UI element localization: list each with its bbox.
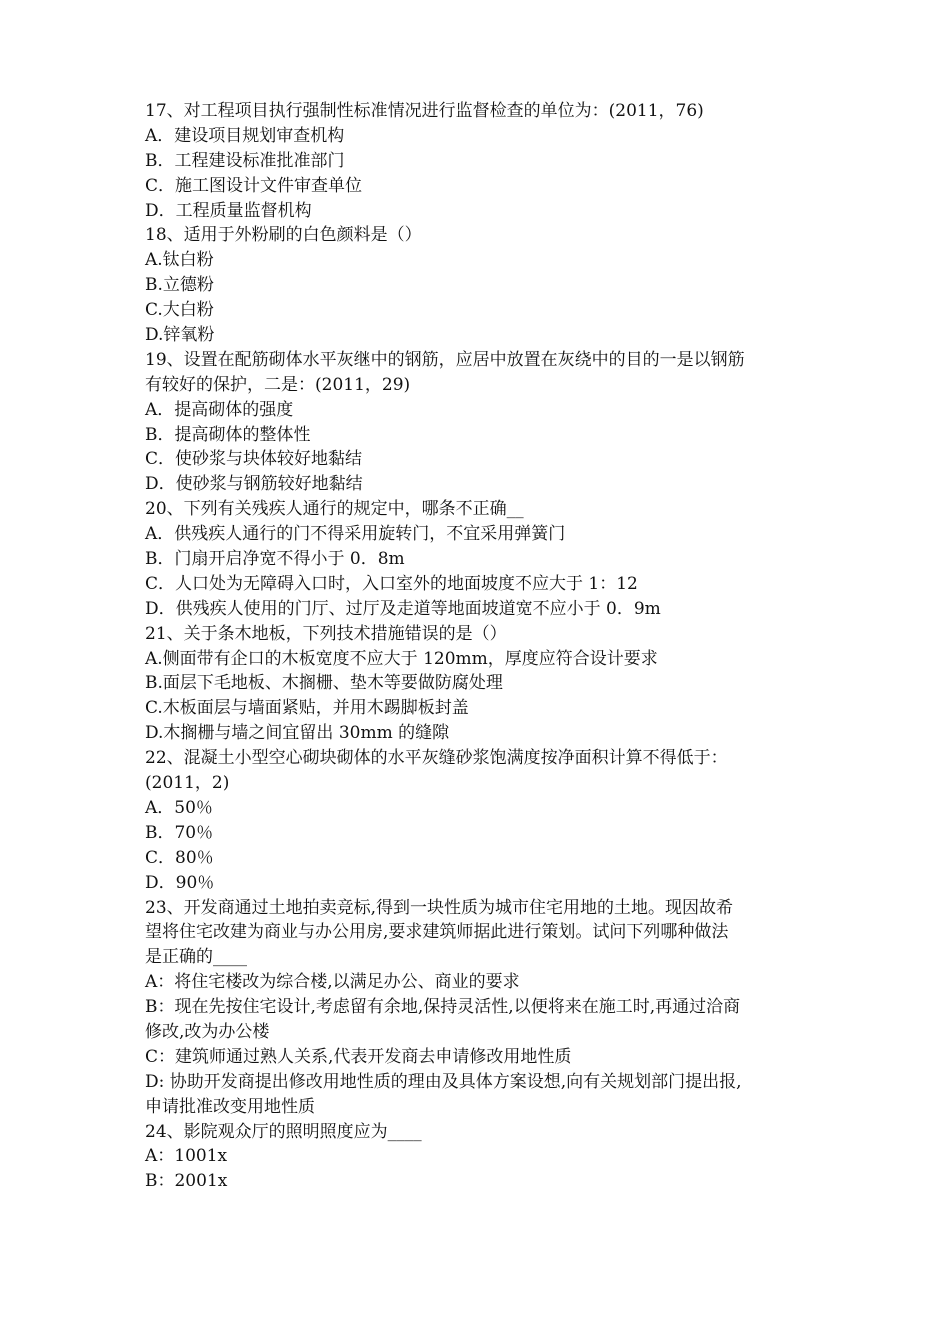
question-23-stem-line-2: 望将住宅改建为商业与办公用房,要求建筑师据此进行策划。试问下列哪种做法 bbox=[145, 922, 729, 943]
question-22-option-a: A．50％ bbox=[145, 797, 213, 818]
question-18-stem: 18、适用于外粉刷的白色颜料是（） bbox=[145, 225, 422, 246]
document-page bbox=[145, 99, 825, 1194]
question-21-option-a: A.侧面带有企口的木板宽度不应大于 120mm，厚度应符合设计要求 bbox=[145, 648, 658, 669]
question-23-stem-line-3: 是正确的____ bbox=[145, 947, 247, 968]
question-23-option-d-line-2: 申请批准改变用地性质 bbox=[145, 1096, 315, 1117]
question-19-option-a: A．提高砌体的强度 bbox=[145, 399, 294, 420]
question-22-stem-line-1: 22、混凝土小型空心砌块砌体的水平灰缝砂浆饱满度按净面积计算不得低于： bbox=[145, 748, 728, 769]
question-23-option-c: C：建筑师通过熟人关系,代表开发商去申请修改用地性质 bbox=[145, 1046, 572, 1067]
question-21-option-c: C.木板面层与墙面紧贴，并用木踢脚板封盖 bbox=[145, 698, 469, 719]
question-22-stem-line-2: (2011，2) bbox=[145, 773, 230, 794]
question-22-option-b: B．70％ bbox=[145, 822, 214, 843]
question-20-option-a: A．供残疾人通行的门不得采用旋转门，不宜采用弹簧门 bbox=[145, 524, 566, 545]
question-23-option-b-line-2: 修改,改为办公楼 bbox=[145, 1021, 270, 1042]
question-23-option-a: A：将住宅楼改为综合楼,以满足办公、商业的要求 bbox=[145, 972, 520, 993]
question-19-option-d: D．使砂浆与钢筋较好地黏结 bbox=[145, 474, 363, 495]
question-18-option-d: D.锌氧粉 bbox=[145, 325, 215, 346]
question-20-option-c: C．人口处为无障碍入口时，入口室外的地面坡度不应大于 1：12 bbox=[145, 573, 638, 594]
question-21-stem: 21、关于条木地板，下列技术措施错误的是（） bbox=[145, 623, 507, 644]
question-22-option-c: C．80％ bbox=[145, 847, 214, 868]
question-20-stem: 20、下列有关残疾人通行的规定中，哪条不正确__ bbox=[145, 499, 524, 520]
question-21-option-b: B.面层下毛地板、木搁栅、垫木等要做防腐处理 bbox=[145, 673, 503, 694]
question-18-option-a: A.钛白粉 bbox=[145, 250, 214, 271]
question-19-stem-line-1: 19、设置在配筋砌体水平灰继中的钢筋，应居中放置在灰绕中的目的一是以钢筋 bbox=[145, 349, 745, 370]
question-23-stem-line-1: 23、开发商通过土地拍卖竞标,得到一块性质为城市住宅用地的土地。现因故希 bbox=[145, 897, 734, 918]
question-24-stem: 24、影院观众厅的照明照度应为____ bbox=[145, 1121, 422, 1142]
question-17-option-a: A．建设项目规划审查机构 bbox=[145, 125, 345, 146]
question-18-option-c: C.大白粉 bbox=[145, 300, 214, 321]
question-24-option-a: A：1001x bbox=[145, 1146, 228, 1167]
question-19-option-c: C．使砂浆与块体较好地黏结 bbox=[145, 449, 363, 470]
question-23-option-b-line-1: B：现在先按住宅设计,考虑留有余地,保持灵活性,以便将来在施工时,再通过洽商 bbox=[145, 997, 741, 1018]
question-17-option-b: B．工程建设标准批准部门 bbox=[145, 150, 345, 171]
question-21-option-d: D.木搁栅与墙之间宜留出 30mm 的缝隙 bbox=[145, 723, 450, 744]
question-19-stem-line-2: 有较好的保护，二是：(2011，29) bbox=[145, 374, 411, 395]
question-17-option-c: C．施工图设计文件审查单位 bbox=[145, 175, 363, 196]
question-20-option-d: D．供残疾人使用的门厅、过厅及走道等地面坡道宽不应小于 0．9m bbox=[145, 598, 661, 619]
question-17-stem: 17、对工程项目执行强制性标准情况进行监督检查的单位为：(2011，76) bbox=[145, 101, 704, 121]
question-22-option-d: D．90％ bbox=[145, 872, 215, 893]
question-23-option-d-line-1: D: 协助开发商提出修改用地性质的理由及具体方案设想,向有关规划部门提出报, bbox=[145, 1071, 742, 1092]
question-20-option-b: B．门扇开启净宽不得小于 0．8m bbox=[145, 549, 405, 570]
question-24-option-b: B：2001x bbox=[145, 1171, 228, 1192]
question-18-option-b: B.立德粉 bbox=[145, 275, 214, 296]
question-17-option-d: D．工程质量监督机构 bbox=[145, 200, 312, 221]
question-19-option-b: B．提高砌体的整体性 bbox=[145, 424, 311, 445]
